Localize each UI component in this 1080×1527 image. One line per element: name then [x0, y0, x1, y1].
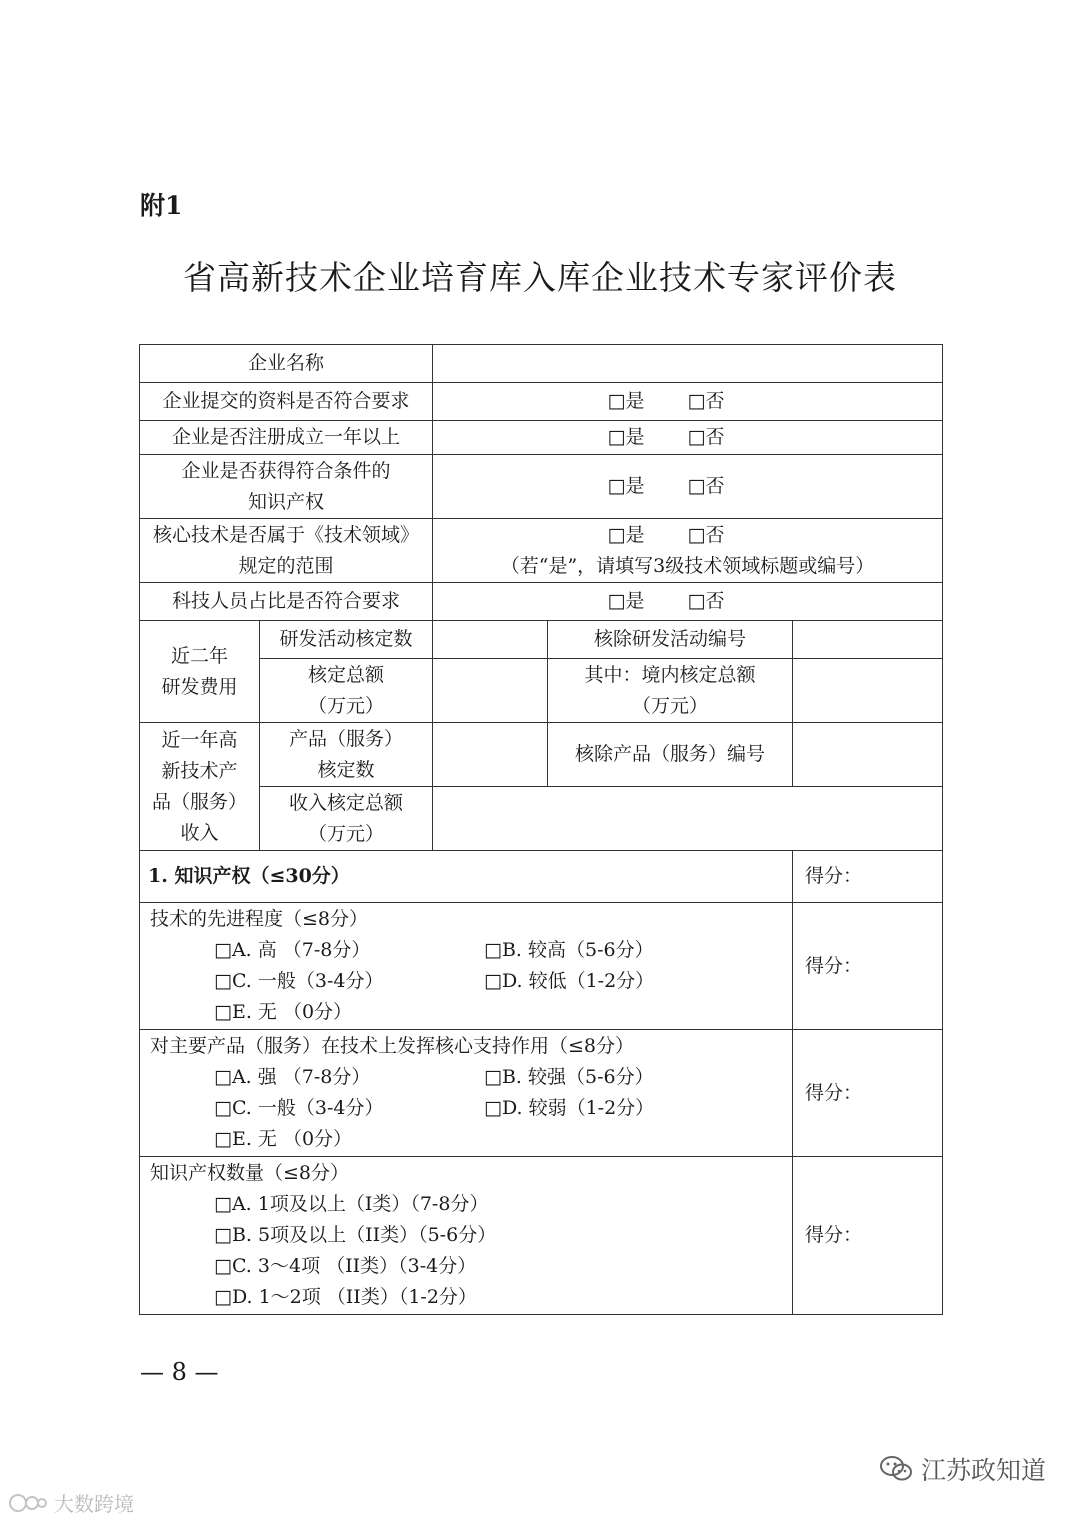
label-hp-line4: 收入 [180, 821, 219, 844]
q3-option-d[interactable]: □D. 1～2项 （II类）（1-2分） [214, 1286, 477, 1308]
label-ip-line2: 知识产权 [248, 490, 325, 513]
row-hp-income [140, 787, 943, 851]
q2-option-d[interactable]: □D. 较弱（1-2分） [484, 1097, 655, 1119]
q3-option-b[interactable]: □B. 5项及以上（II类）（5-6分） [214, 1224, 497, 1246]
label-hp-line1: 近一年高 [161, 728, 238, 751]
watermark-right-text: 江苏政知道 [920, 1456, 1046, 1485]
score-section1[interactable]: 得分： [793, 851, 943, 903]
label-hp-products-line2: 核定数 [317, 758, 375, 781]
checkbox-yes[interactable]: □是 [607, 590, 645, 612]
section1-title: 1. 知识产权（≤30分） [140, 851, 793, 903]
q1-option-d[interactable]: □D. 较低（1-2分） [484, 970, 655, 992]
q1-option-e[interactable]: □E. 无 （0分） [214, 1001, 353, 1023]
row-staff [140, 583, 943, 621]
label-hp-excluded: 核除产品（服务）编号 [548, 723, 793, 787]
row-company-name [140, 345, 943, 383]
q3-option-c[interactable]: □C. 3～4项 （II类）（3-4分） [214, 1255, 477, 1277]
evaluation-form-table [139, 344, 943, 1315]
score-q1[interactable]: 得分： [793, 903, 943, 1030]
core-tech-note: （若“是”，请填写3级技术领域标题或编号） [500, 554, 875, 577]
q3-title: 知识产权数量（≤8分） [150, 1162, 350, 1184]
score-q3[interactable]: 得分： [793, 1157, 943, 1315]
row-registered [140, 421, 943, 455]
row-ip [140, 455, 943, 519]
yes-no-ip [433, 455, 943, 519]
label-rd-group [140, 621, 260, 723]
question-core-support [140, 1030, 793, 1157]
yes-no-registered [433, 421, 943, 455]
yes-no-staff [433, 583, 943, 621]
q2-option-b[interactable]: □B. 较强（5-6分） [484, 1066, 654, 1088]
checkbox-no[interactable]: □否 [687, 523, 725, 546]
label-hp-line2: 新技术产 [161, 759, 238, 782]
label-core-line2: 规定的范围 [238, 554, 334, 577]
row-q1 [140, 903, 943, 1030]
label-hp-income-line1: 收入核定总额 [289, 791, 404, 814]
input-hp-income[interactable] [433, 787, 943, 851]
label-company-name: 企业名称 [140, 345, 433, 383]
page-title: 省高新技术企业培育库入库企业技术专家评价表 [183, 258, 897, 297]
label-materials: 企业提交的资料是否符合要求 [140, 383, 433, 421]
row-core-tech [140, 519, 943, 583]
label-ip-line1: 企业是否获得符合条件的 [181, 459, 391, 482]
label-hp-income [260, 787, 433, 851]
q1-title: 技术的先进程度（≤8分） [150, 908, 369, 930]
row-rd-total [140, 659, 943, 723]
checkbox-yes[interactable]: □是 [607, 523, 645, 546]
label-rd-count: 研发活动核定数 [260, 621, 433, 659]
question-tech-advancement [140, 903, 793, 1030]
page-number: — 8 — [140, 1358, 219, 1386]
row-q3 [140, 1157, 943, 1315]
label-registered: 企业是否注册成立一年以上 [140, 421, 433, 455]
row-q2 [140, 1030, 943, 1157]
watermark-left [8, 1488, 134, 1517]
row-hp-products [140, 723, 943, 787]
row-section1 [140, 851, 943, 903]
label-rd-group-line2: 研发费用 [161, 675, 238, 698]
question-ip-quantity [140, 1157, 793, 1315]
checkbox-yes[interactable]: □是 [607, 426, 645, 448]
row-materials [140, 383, 943, 421]
input-rd-count[interactable] [433, 621, 548, 659]
checkbox-no[interactable]: □否 [687, 590, 725, 612]
label-hp-income-line2: （万元） [308, 822, 385, 845]
label-hp-products [260, 723, 433, 787]
label-rd-group-line1: 近二年 [170, 644, 228, 667]
input-company-name[interactable] [433, 345, 943, 383]
input-hp-excluded[interactable] [793, 723, 943, 787]
label-ip [140, 455, 433, 519]
annex-label: 附1 [140, 191, 183, 220]
watermark-left-text: 大数跨境 [54, 1492, 134, 1516]
q2-option-c[interactable]: □C. 一般（3-4分） [214, 1097, 384, 1119]
label-rd-domestic-line2: （万元） [632, 694, 709, 717]
input-hp-products[interactable] [433, 723, 548, 787]
q2-option-e[interactable]: □E. 无 （0分） [214, 1128, 353, 1150]
q1-option-b[interactable]: □B. 较高（5-6分） [484, 939, 654, 961]
input-rd-total[interactable] [433, 659, 548, 723]
checkbox-yes[interactable]: □是 [607, 475, 645, 497]
checkbox-no[interactable]: □否 [687, 475, 725, 497]
q1-option-a[interactable]: □A. 高 （7-8分） [214, 939, 371, 961]
label-rd-domestic-line1: 其中：境内核定总额 [584, 663, 756, 686]
label-rd-total-line2: （万元） [308, 694, 385, 717]
label-rd-excluded: 核除研发活动编号 [548, 621, 793, 659]
row-rd-count [140, 621, 943, 659]
input-rd-excluded[interactable] [793, 621, 943, 659]
q1-option-c[interactable]: □C. 一般（3-4分） [214, 970, 384, 992]
checkbox-no[interactable]: □否 [687, 426, 725, 448]
score-q2[interactable]: 得分： [793, 1030, 943, 1157]
label-rd-total-line1: 核定总额 [308, 663, 385, 686]
watermark-logo-icon [8, 1492, 48, 1514]
label-staff: 科技人员占比是否符合要求 [140, 583, 433, 621]
label-hp-group [140, 723, 260, 851]
label-hp-line3: 品（服务） [151, 790, 247, 813]
label-rd-domestic [548, 659, 793, 723]
q2-option-a[interactable]: □A. 强 （7-8分） [214, 1066, 371, 1088]
label-hp-products-line1: 产品（服务） [289, 727, 404, 750]
label-core-line1: 核心技术是否属于《技术领域》 [153, 523, 420, 546]
q3-option-a[interactable]: □A. 1项及以上（I类）（7-8分） [214, 1193, 489, 1215]
q2-title: 对主要产品（服务）在技术上发挥核心支持作用（≤8分） [150, 1035, 635, 1057]
checkbox-yes[interactable]: □是 [607, 390, 645, 412]
label-rd-total [260, 659, 433, 723]
checkbox-no[interactable]: □否 [687, 390, 725, 412]
watermark-right [879, 1451, 1046, 1487]
wechat-icon [879, 1455, 913, 1483]
label-core-tech [140, 519, 433, 583]
input-rd-domestic[interactable] [793, 659, 943, 723]
yes-no-materials [433, 383, 943, 421]
yes-no-core-tech [433, 519, 943, 583]
